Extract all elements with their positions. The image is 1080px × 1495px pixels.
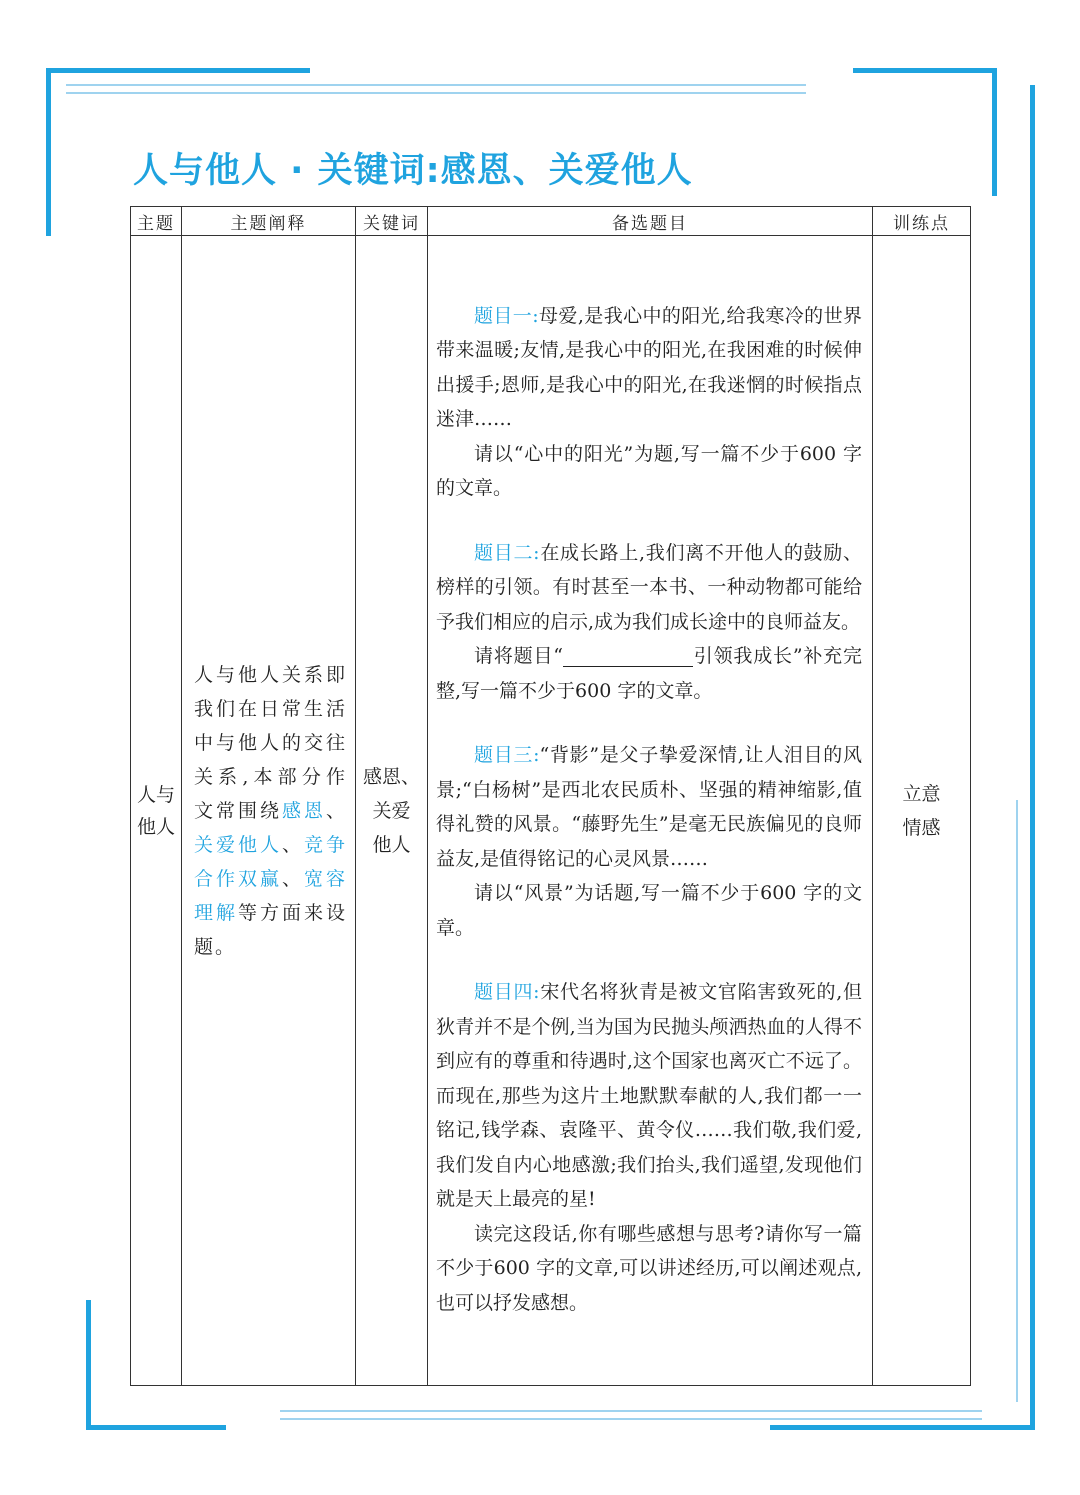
option-item (436, 738, 862, 945)
explanation-separator: 、 (281, 833, 304, 856)
option-body (436, 299, 862, 437)
frame-bottom-right-h (770, 1425, 1035, 1430)
keyword-line: 他人 (372, 833, 411, 856)
header-options: 备选题目 (428, 207, 873, 236)
keyword-line: 感恩、 (362, 765, 420, 788)
keyword-highlight: 竞争合作双赢 (194, 833, 347, 890)
option-label: 题目一: (474, 304, 539, 327)
frame-top-left-h (46, 68, 310, 73)
topic-cell (131, 236, 182, 1386)
keyword-highlight: 关爱他人 (194, 833, 282, 856)
instruction-suffix: 引领我成长”补充完整,写一篇不少于600 字的文章。 (436, 645, 862, 702)
explanation-separator: 、 (325, 799, 347, 822)
table-header-row (131, 207, 971, 236)
table-row (131, 236, 971, 1386)
frame-thin-right (1016, 800, 1018, 1402)
training-cell (873, 236, 971, 1386)
explanation-intro: 人与他人关系即我们在日常生活中与他人的交往关系,本部分作文常围绕 (194, 663, 347, 822)
frame-thin-bottom-2 (280, 1418, 982, 1420)
training-point: 情感 (902, 816, 941, 839)
option-instruction: 读完这段话,你有哪些感想与思考?请你写一篇不少于600 字的文章,可以讲述经历,可以阐述观点,也可以抒发感想。 (436, 1222, 862, 1314)
topic-table (130, 206, 971, 1386)
frame-bottom-right-v (1030, 85, 1035, 1430)
option-text: 母爱,是我心中的阳光,给我寒冷的世界带来温暖;友情,是我心中的阳光,在我困难的时候伸出援手;恩师,是我心中的阳光,在我迷惘的时候指点迷津…… (436, 304, 862, 431)
option-instruction: 请以“风景”为话题,写一篇不少于600 字的文章。 (436, 882, 862, 939)
frame-bottom-left-h (86, 1425, 226, 1430)
page-title: 人与他人 · 关键词:感恩、关爱他人 (133, 151, 693, 191)
keyword-line: 关爱 (372, 799, 411, 822)
frame-thin-top-2 (66, 92, 806, 94)
option-label: 题目二: (474, 541, 540, 564)
header-explanation: 主题阐释 (182, 207, 356, 236)
explanation-separator: 、 (281, 867, 304, 890)
option-text: 宋代名将狄青是被文官陷害致死的,但狄青并不是个例,当为国为民抛头颅洒热血的人得不到应有的尊重和待遇时,这个国家也离灭亡不远了。而现在,那些为这片土地默默奉献的人,我们都一一铭记,钱学森、袁隆平、黄令仪……我们敬,我们爱,我们发自内心地感激;我们抬头,我们遥望,发现他们就是天上最亮的星! (436, 981, 862, 1211)
header-topic: 主题 (131, 207, 182, 236)
option-label: 题目四: (474, 981, 540, 1004)
option-body (436, 536, 862, 640)
fill-in-blank (563, 648, 693, 667)
option-instruction: 请以“心中的阳光”为题,写一篇不少于600 字的文章。 (436, 442, 862, 500)
options-cell (428, 236, 873, 1386)
option-instruction (436, 639, 862, 708)
frame-thin-top (66, 84, 806, 86)
option-body (436, 738, 862, 876)
instruction-prefix: 请将题目“ (474, 645, 563, 668)
explanation-cell (182, 236, 356, 1386)
option-text: “背影”是父子挚爱深情,让人泪目的风景;“白杨树”是西北农民质朴、坚强的精神缩影,值得礼赞的风景。“藤野先生”是毫无民族偏见的良师益友,是值得铭记的心灵风景…… (436, 744, 863, 870)
explanation-outro: 等方面来设题。 (194, 901, 347, 958)
keyword-highlight: 宽容理解 (194, 867, 347, 924)
keyword-highlight: 感恩 (281, 799, 326, 822)
option-label: 题目三: (474, 744, 540, 767)
header-training-points: 训练点 (873, 207, 971, 236)
training-point: 立意 (902, 782, 941, 805)
topic-text: 人与他人 (136, 783, 175, 838)
header-keywords: 关键词 (356, 207, 428, 236)
option-item (436, 299, 862, 506)
frame-thin-bottom (280, 1410, 982, 1412)
option-item (436, 975, 862, 1320)
keywords-cell (356, 236, 428, 1386)
frame-bottom-left-v (86, 1300, 91, 1430)
option-text: 在成长路上,我们离不开他人的鼓励、榜样的引领。有时甚至一本书、一种动物都可能给予我们相应的启示,成为我们成长途中的良师益友。 (436, 541, 862, 633)
option-item (436, 536, 862, 709)
option-body (436, 975, 862, 1217)
explanation-text (194, 658, 347, 964)
frame-top-right-v (992, 68, 997, 196)
frame-top-right-h (853, 68, 997, 73)
frame-top-left-v (46, 68, 51, 236)
